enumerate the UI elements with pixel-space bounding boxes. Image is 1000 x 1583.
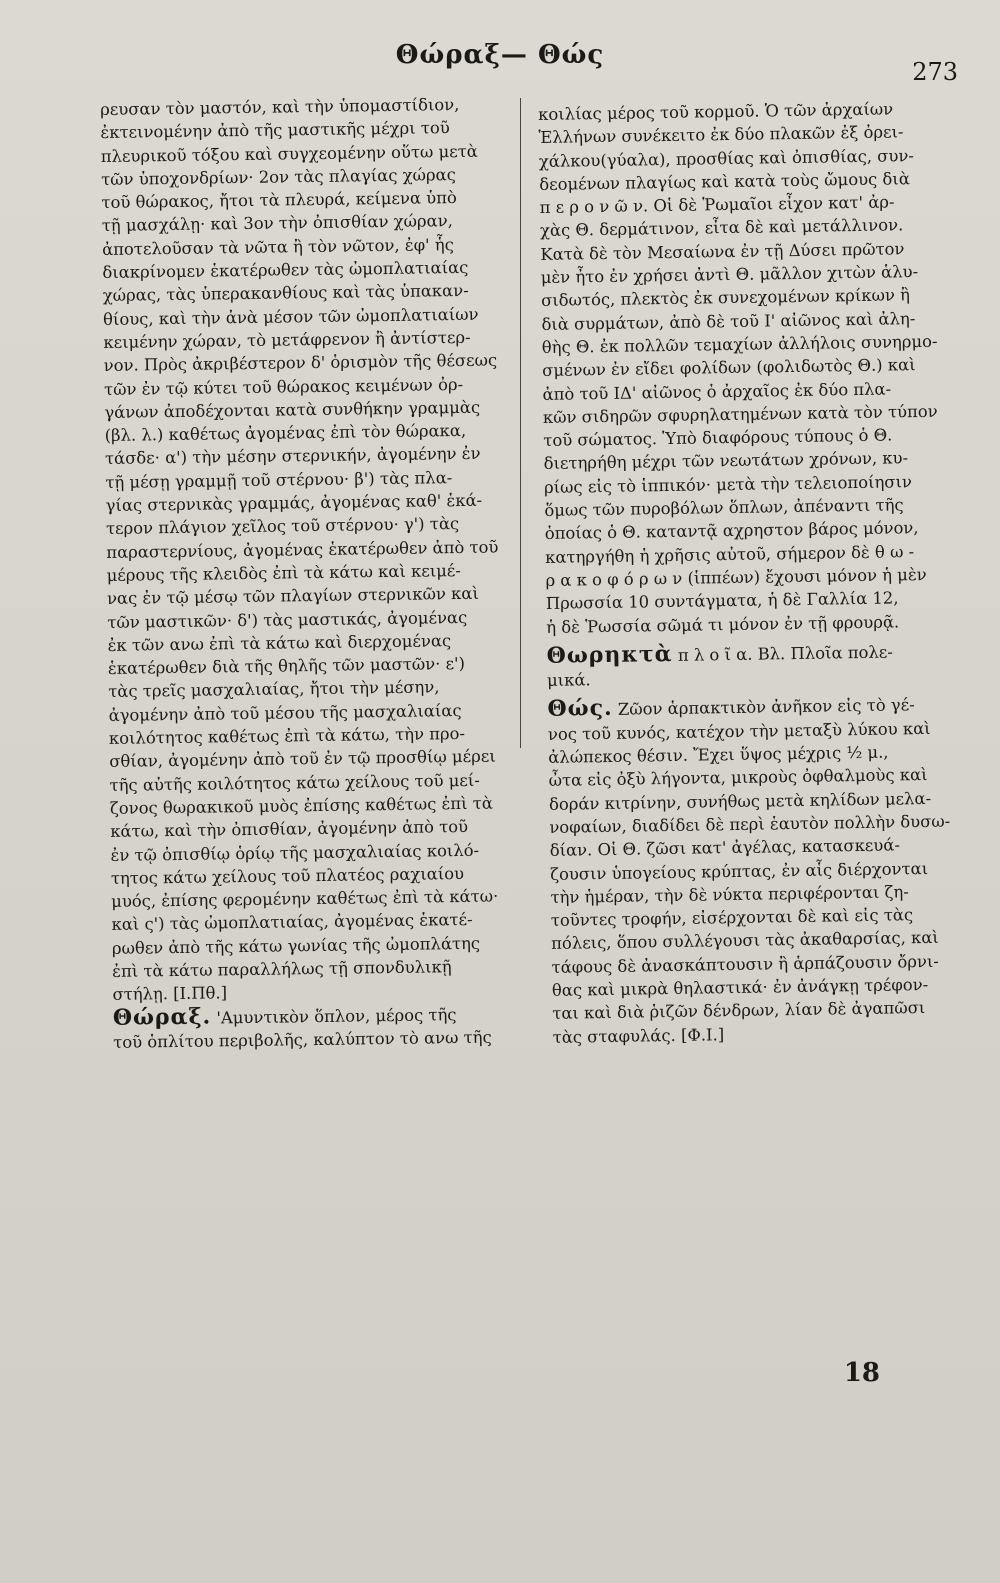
text-line: κοιλότητος καθέτως ἐπὶ τὰ κάτω, τὴν προ- [108,723,466,748]
text-line: ἀποτελοῦσαν τὰ νῶτα ἢ τὸν νῶτον, ἐφ' ἧς [101,234,454,259]
text-line: δεομένων πλαγίως καὶ κατὰ τοὺς ὤμους διὰ [539,169,910,194]
text-line: μέρους τῆς κλειδὸς ἐπὶ τὰ κάτω καὶ κειμέ- [106,560,462,585]
text-line: παραστερνίους, ἀγομένας ἑκατέρωθεν ἀπὸ τοῦ [106,537,499,562]
signature-mark: 18 [843,1358,880,1388]
text-line: ἐν τῷ ὀπισθίῳ ὁρίῳ τῆς μασχαλιαίας κοιλό- [110,840,480,865]
text-line: θας καὶ μικρὰ θηλαστικά· ἐν ἀνάγκῃ τρέφον- [551,974,929,1000]
text-line: ρίως εἰς τὸ ἱππικόν· μετὰ τὴν τελειοποίησιν [543,471,913,497]
text-line: τοῦντες τροφήν, εἰσέρχονται δὲ καὶ εἰς τὰς [550,905,914,930]
text-line: ρωθεν ἀπὸ τῆς κάτω γωνίας τῆς ὠμοπλάτης [111,933,481,958]
text-line: Πρωσσία 10 συντάγματα, ἡ δὲ Γαλλία 12, [545,588,899,614]
text-line: νον. Πρὸς ἀκριβέστερον δ' ὁρισμὸν τῆς θέσεως [103,350,498,376]
text-line: δοράν κιτρίνην, συνήθως μετὰ κηλίδων μελα- [548,788,932,814]
text-line: σμένων ἐν εἴδει φολίδων (φολιδωτὸς Θ.) καὶ [542,355,916,381]
text-line: τῶν ἐν τῷ κύτει τοῦ θώρακος κειμένων ὀρ- [103,374,464,399]
text-line: τάφους δὲ ἀνασκάπτουσιν ἢ ἁρπάζουσιν ὄρνι- [551,951,939,977]
text-line: δίαν. Οἱ Θ. ζῶσι κατ' ἀγέλας, κατασκευά- [549,835,901,861]
text-line: διετηρήθη μέχρι τῶν νεωτάτων χρόνων, κυ- [543,448,909,474]
text-line: θίους, καὶ τὴν ἀνὰ μέσον τῶν ὠμοπλατιαίων [102,304,479,329]
text-line: τὴν ἡμέραν, τὴν δὲ νύκτα περιφέρονται ζη- [550,882,909,907]
text-line: νας ἐν τῷ μέσῳ τῶν πλαγίων στερνικῶν καὶ [106,583,479,609]
text-line: διακρίνομεν ἑκατέρωθεν τὰς ὠμοπλατιαίας [102,257,469,283]
right-column [538,97,965,1049]
column-divider [520,98,521,748]
text-line: τάσδε· α') τὴν μέσην στερνικήν, ἀγομένην ἐν [104,444,481,469]
text-line: τῶν μαστικῶν· δ') τὰς μαστικάς, ἀγομένας [107,607,468,632]
text-line: τερον πλάγιον χεῖλος τοῦ στέρνου· γ') τὰς [105,514,460,539]
text-line: ὦτα εἰς ὀξὺ λήγοντα, μικροὺς ὀφθαλμοὺς καὶ [548,765,928,791]
text-line: Ζῶον ἁρπακτικὸν ἀνῆκον εἰς τὸ γέ- [617,695,915,720]
text-line: τητος κάτω χείλους τοῦ πλατέος ραχιαίου [110,863,465,888]
text-line: τῶν ὑποχονδρίων· 2ον τὰς πλαγίας χώρας [101,164,456,189]
text-line: ται καὶ διὰ ῥιζῶν δένδρων, λίαν δὲ ἀγαπῶσι [552,998,926,1024]
text-line: χάλκου(γύαλα), προσθίας καὶ ὀπισθίας, συν- [538,145,915,171]
text-line: κοιλίας μέρος τοῦ κορμοῦ. Ὁ τῶν ἀρχαίων [538,99,894,124]
text-line: Κατὰ δὲ τὸν Μεσαίωνα ἐν τῇ Δύσει πρῶτον [540,239,905,264]
text-line: καὶ ς') τὰς ὠμοπλατιαίας, ἀγομένας ἑκατέ- [111,910,473,935]
text-line: ζουσιν ὑπογείους κρύπτας, ἐν αἷς διέρχονται [549,858,929,884]
text-line: θὴς Θ. ἐκ πολλῶν τεμαχίων ἀλλήλοις συνηρμο- [541,331,938,357]
text-line: μικά. [546,670,591,691]
text-line: ζονος θωρακικοῦ μυὸς ἐπίσης καθέτως ἐπὶ τὰ [109,793,493,818]
text-line: ρ α κ ο φ ό ρ ω ν (ἱππέων) ἔχουσι μόνον ἡ μὲν [545,564,927,590]
text-line: 'Αμυντικὸν ὅπλον, μέρος τῆς [216,1004,457,1028]
entry-headword: Θώς. [547,695,613,723]
text-line: πλευρικοῦ τόξου καὶ συγχεομένην οὕτω μετὰ [100,141,478,166]
text-line: πόλεις, ὅπου συλλέγουσι τὰς ἀκαθαρσίας, καὶ [551,928,939,954]
text-line: ἀλώπεκος θέσιν. Ἔχει ὕψος μέχρις ½ μ., [548,742,889,767]
text-line: σιδωτός, πλεκτὸς ἐκ συνεχομένων κρίκων ἢ [540,285,911,311]
text-line: ἐκτεινομένην ἀπὸ τῆς μαστικῆς μέχρι τοῦ [100,118,450,143]
text-line: νοφαίων, διαδίδει δὲ περὶ ἑαυτὸν πολλὴν δυσω- [549,811,951,837]
text-line: ἑκατέρωθεν διὰ τῆς θηλῆς τῶν μαστῶν· ε') [107,654,466,679]
text-line: τὰς τρεῖς μασχαλιαίας, ἤτοι τὴν μέσην, [108,677,440,702]
text-line: κειμένην χώραν, τὸ μετάφρενον ἢ ἀντίστερ- [103,327,471,352]
text-line: μὲν ἦτο ἐν χρήσει ἀντὶ Θ. μᾶλλον χιτὼν ἁλυ- [540,262,919,288]
text-line: ὅμως τῶν πυροβόλων ὅπλων, ἀπέναντι τῆς [544,495,904,520]
text-line: σθίαν, ἀγομένην ἀπὸ τοῦ ἐν τῷ προσθίῳ μέρει [109,746,496,772]
text-line: χώρας, τὰς ὑπερακανθίους καὶ τὰς ὑπακαν- [102,281,469,306]
text-line: ἀπὸ τοῦ ΙΔ' αἰῶνος ὁ ἀρχαῖος ἐκ δύο πλα- [542,379,892,404]
running-header: Θώραξ— Θώς [395,40,605,70]
text-line: Ἑλλήνων συνέκειτο ἐκ δύο πλακῶν ἐξ ὀρει- [538,122,904,148]
text-line: στήλῃ. [Ι.Πθ.] [112,983,228,1005]
text-line: ρευσαν τὸν μαστόν, καὶ τὴν ὑπομαστίδιον, [100,94,460,119]
text-line: ἐπὶ τὰ κάτω παραλλήλως τῇ σπονδυλικῇ [112,957,452,981]
text-line: (βλ. λ.) καθέτως ἀγομένας ἐπὶ τὸν θώρακα, [104,421,467,446]
text-line: ἡ δὲ Ῥωσσία σῶμά τι μόνον ἐν τῇ φρουρᾷ. [546,611,900,637]
text-line: τοῦ ὁπλίτου περιβολῆς, καλύπτον τὸ ανω τῆς [113,1027,492,1052]
text-line: ἀγομένην ἀπὸ τοῦ μέσου τῆς μασχαλιαίας [108,700,462,725]
text-line: τοῦ σώματος. Ὑπὸ διαφόρους τύπους ὁ Θ. [543,425,893,451]
page-number: 273 [912,58,958,86]
text-line: μυός, ἐπίσης φερομένην καθέτως ἐπὶ τὰ κάτω· [111,886,499,912]
text-line: γίας στερνικὰς γραμμάς, ἀγομένας καθ' ἑκά- [105,490,483,516]
text-line: τὰς σταφυλάς. [Φ.Ι.] [552,1024,725,1047]
text-line: π λ ο ῖ α. Βλ. Πλοῖα πολε- [677,642,893,665]
entry-headword: Θώραξ. [112,1003,212,1031]
text-line: κῶν σιδηρῶν σφυρηλατημένων κατὰ τὸν τύπον [542,401,938,427]
text-line: ἐκ τῶν ανω ἐπὶ τὰ κάτω καὶ διερχομένας [107,630,452,655]
text-line: κάτω, καὶ τὴν ὀπισθίαν, ἀγομένην ἀπὸ τοῦ [110,817,469,842]
text-line: ὁποίας ὁ Θ. καταντᾷ αχρηστον βάρος μόνον, [544,518,919,544]
left-column [100,92,521,1054]
text-line: τῇ μασχάλῃ· καὶ 3ον τὴν ὀπισθίαν χώραν, [101,211,453,236]
text-line: τῆς αὐτῆς κοιλότητος κάτω χείλους τοῦ μεί- [109,770,480,795]
text-line: χὰς Θ. δερμάτινον, εἶτα δὲ καὶ μετάλλινον. [539,215,904,241]
text-line: τοῦ θώρακος, ἤτοι τὰ πλευρά, κείμενα ὑπὸ [101,188,457,213]
text-line: διὰ συρμάτων, ἀπὸ δὲ τοῦ Ι' αἰῶνος καὶ ἀλη- [541,308,916,334]
text-line: γάνων ἀποδέχονται κατὰ συνθήκην γραμμὰς [104,397,481,422]
text-line: νος τοῦ κυνός, κατέχον τὴν μεταξὺ λύκου καὶ [547,718,931,744]
entry-headword: Θωρηκτὰ [546,640,673,669]
text-line: τῇ μέσῃ γραμμῇ τοῦ στέρνου· β') τὰς πλα- [105,467,453,492]
text-line: π ε ρ ο ν ῶ ν. Οἱ δὲ Ῥωμαῖοι εἶχον κατ' ἀρ- [539,192,895,218]
text-line: κατηργήθη ἡ χρῆσις αὐτοῦ, σήμερον δὲ θ ω - [544,541,915,567]
